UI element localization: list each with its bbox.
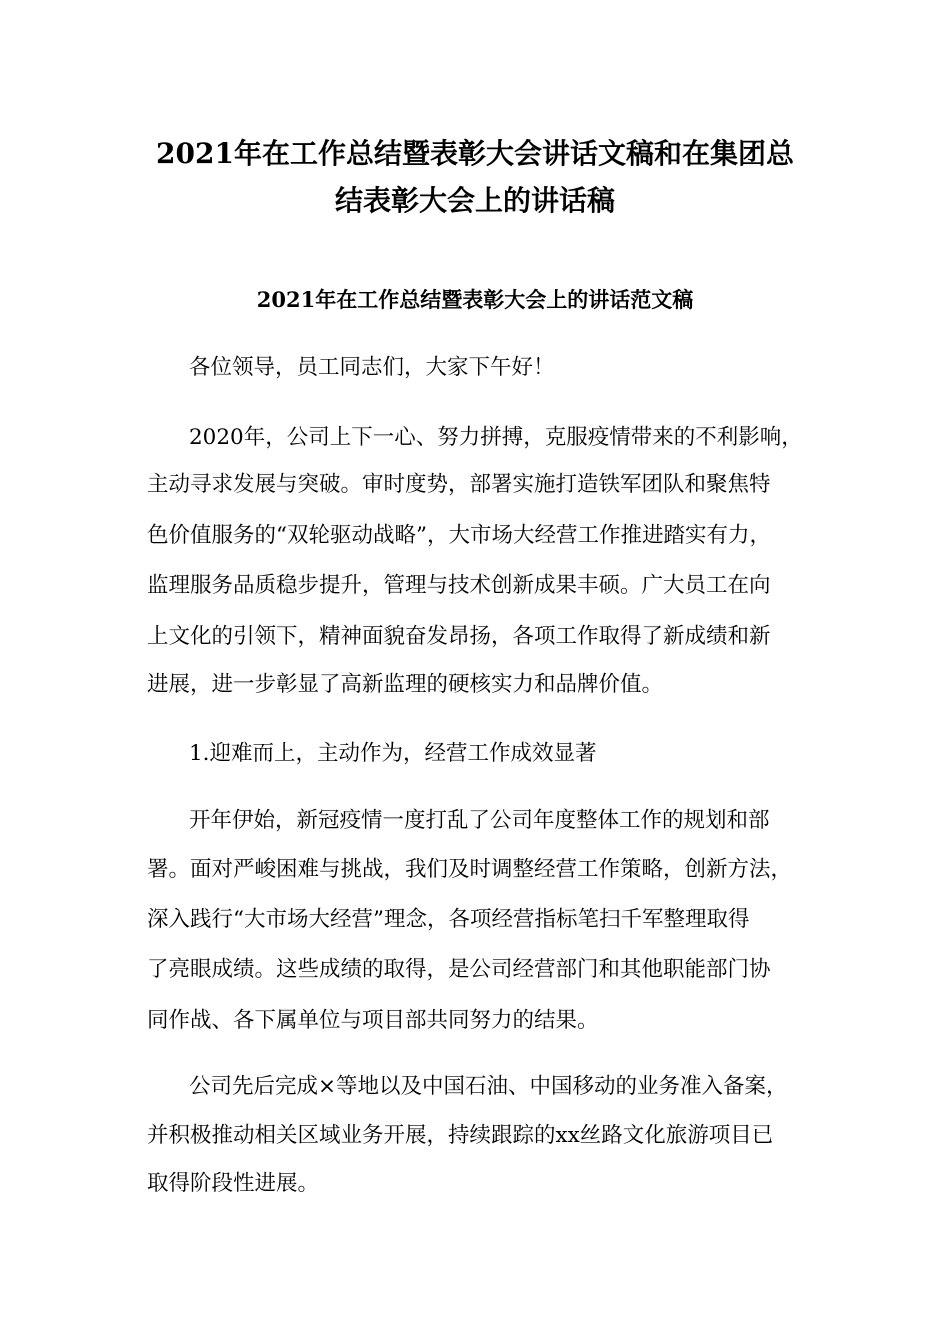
document-title-line-1: 2021年在工作总结暨表彰大会讲话文稿和在集团总	[156, 137, 794, 170]
paragraph-1-line-1: 2020年，公司上下一心、努力拼搏，克服疫情带来的不利影响，	[189, 425, 803, 450]
paragraph-1-line-6: 进展，进一步彰显了高新监理的硬核实力和品牌价值。	[147, 672, 664, 697]
paragraph-3-line-1: 公司先后完成×等地以及中国石油、中国移动的业务准入备案，	[189, 1074, 788, 1099]
section-heading-1: 1.迎难而上，主动作为，经营工作成效显著	[189, 741, 597, 766]
greeting-line: 各位领导，员工同志们，大家下午好！	[189, 355, 555, 380]
paragraph-1-line-5: 上文化的引领下，精神面貌奋发昂扬，各项工作取得了新成绩和新	[147, 624, 771, 649]
paragraph-3-line-2: 并积极推动相关区域业务开展，持续跟踪的xx丝路文化旅游项目已	[147, 1123, 774, 1148]
paragraph-1-line-2: 主动寻求发展与突破。审时度势，部署实施打造铁军团队和聚焦特	[147, 472, 771, 497]
paragraph-2-line-1: 开年伊始，新冠疫情一度打乱了公司年度整体工作的规划和部	[189, 808, 770, 833]
paragraph-2-line-3: 深入践行“大市场大经营”理念，各项经营指标笔扫千军整理取得	[147, 907, 750, 932]
paragraph-2-line-2: 署。面对严峻困难与挑战，我们及时调整经营工作策略，创新方法，	[147, 857, 793, 882]
paragraph-2-line-5: 同作战、各下属单位与项目部共同努力的结果。	[147, 1008, 599, 1033]
paragraph-1-line-3: 色价值服务的“双轮驱动战略”，大市场大经营工作推进踏实有力，	[147, 523, 771, 548]
paragraph-3-line-3: 取得阶段性进展。	[147, 1171, 320, 1196]
document-title-line-2: 结表彰大会上的讲话稿	[334, 184, 615, 217]
paragraph-2-line-4: 了亮眼成绩。这些成绩的取得，是公司经营部门和其他职能部门协	[147, 957, 771, 982]
document-subtitle: 2021年在工作总结暨表彰大会上的讲话范文稿	[256, 287, 694, 312]
paragraph-1-line-4: 监理服务品质稳步提升，管理与技术创新成果丰硕。广大员工在向	[147, 573, 771, 598]
